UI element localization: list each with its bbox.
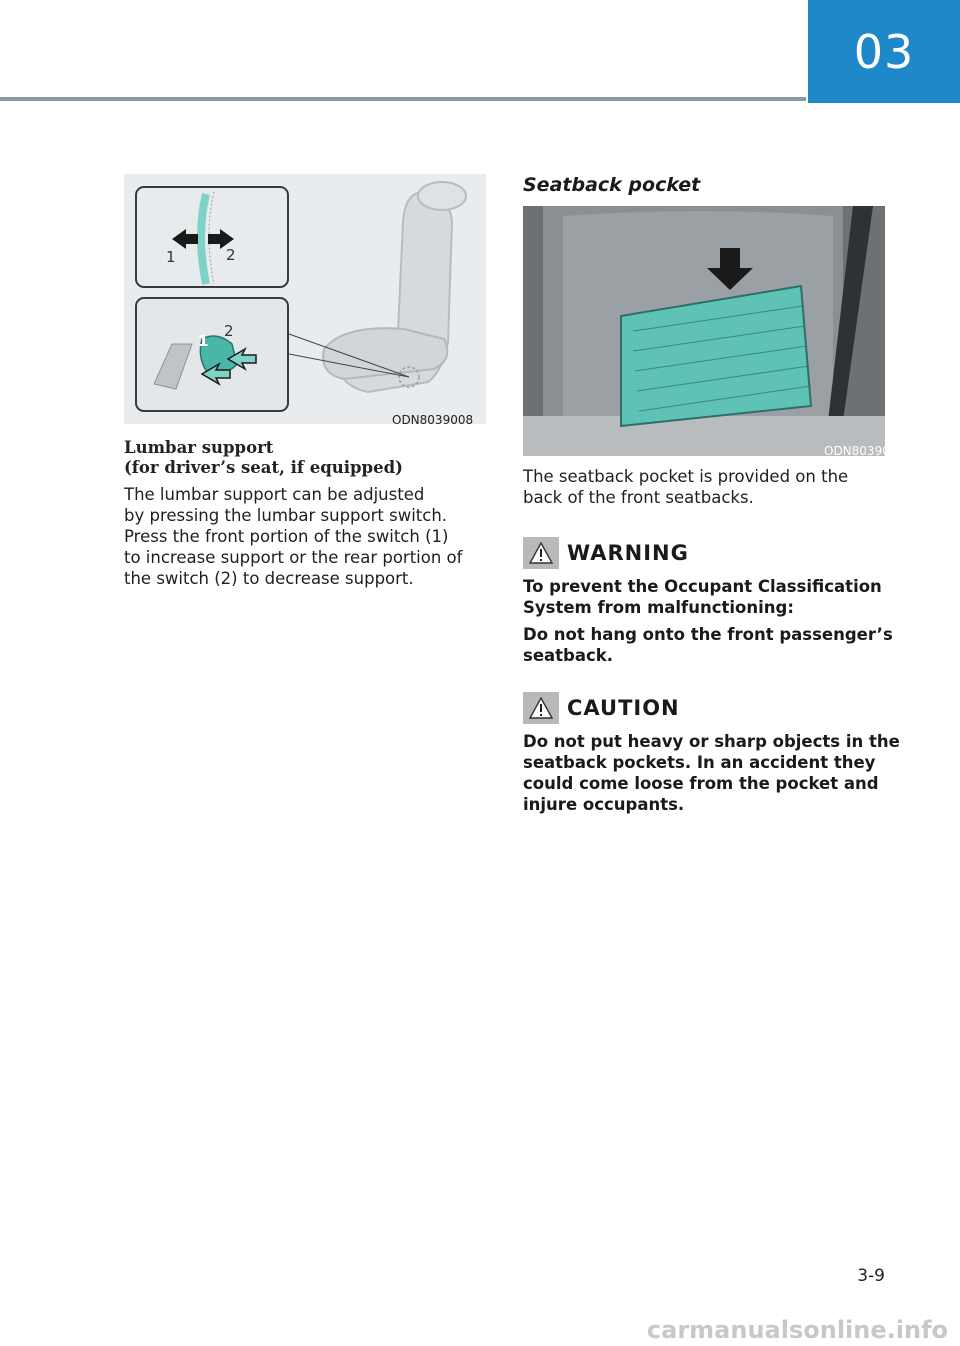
chapter-tab: [808, 0, 960, 103]
figure-code-pocket: ODN8039016: [824, 444, 906, 458]
lumbar-body-line1: The lumbar support can be adjusted: [124, 485, 425, 504]
seatback-pocket-title: Seatback pocket: [523, 174, 701, 196]
seatback-illustration: [523, 206, 885, 456]
page-number: 3-9: [857, 1266, 885, 1286]
header-rule: [0, 97, 806, 101]
callout-2-upper: 2: [226, 246, 236, 264]
lumbar-section: [124, 438, 494, 589]
warning-lead-line2: System from malfunctioning:: [523, 598, 794, 617]
figure-code-lumbar: ODN8039008: [392, 413, 474, 427]
lumbar-body-line5: the switch (2) to decrease support.: [124, 569, 414, 588]
lumbar-body-line2: by pressing the lumbar support switch.: [124, 506, 448, 525]
warning-lead-line1: To prevent the Occupant Classification: [523, 577, 882, 596]
lumbar-heading-line2: (for driver’s seat, if equipped): [124, 458, 403, 477]
warning-label: WARNING: [567, 541, 689, 565]
caution-text-line3: could come loose from the pocket and: [523, 774, 879, 793]
warning-text-line1: Do not hang onto the front passenger’s: [523, 625, 893, 644]
chapter-number: 03: [853, 24, 915, 79]
caution-icon: [523, 692, 559, 724]
warning-block: [523, 534, 903, 666]
lumbar-body-line4: to increase support or the rear portion of: [124, 548, 463, 567]
callout-2-lower: 2: [224, 322, 234, 340]
pocket-body-line2: back of the front seatbacks.: [523, 488, 754, 507]
seatback-pocket-figure: [523, 206, 885, 456]
caution-text-line2: seatback pockets. In an accident they: [523, 753, 876, 772]
warning-icon: [523, 537, 559, 569]
lumbar-heading-line1: Lumbar support: [124, 438, 274, 457]
watermark: carmanualsonline.info: [646, 1316, 948, 1344]
caution-text-line4: injure occupants.: [523, 795, 685, 814]
warning-text-line2: seatback.: [523, 646, 614, 665]
callout-1-lower: 1: [198, 332, 209, 350]
pocket-body-line1: The seatback pocket is provided on the: [523, 467, 849, 486]
caution-text-line1: Do not put heavy or sharp objects in the: [523, 732, 900, 751]
lumbar-body-line3: Press the front portion of the switch (1): [124, 527, 449, 546]
seatback-pocket-text: [523, 466, 903, 508]
caution-block: [523, 689, 903, 815]
callout-1-upper: 1: [166, 248, 176, 266]
lumbar-illustration: [124, 174, 486, 424]
caution-label: CAUTION: [567, 696, 680, 720]
lumbar-support-figure: [124, 174, 486, 424]
